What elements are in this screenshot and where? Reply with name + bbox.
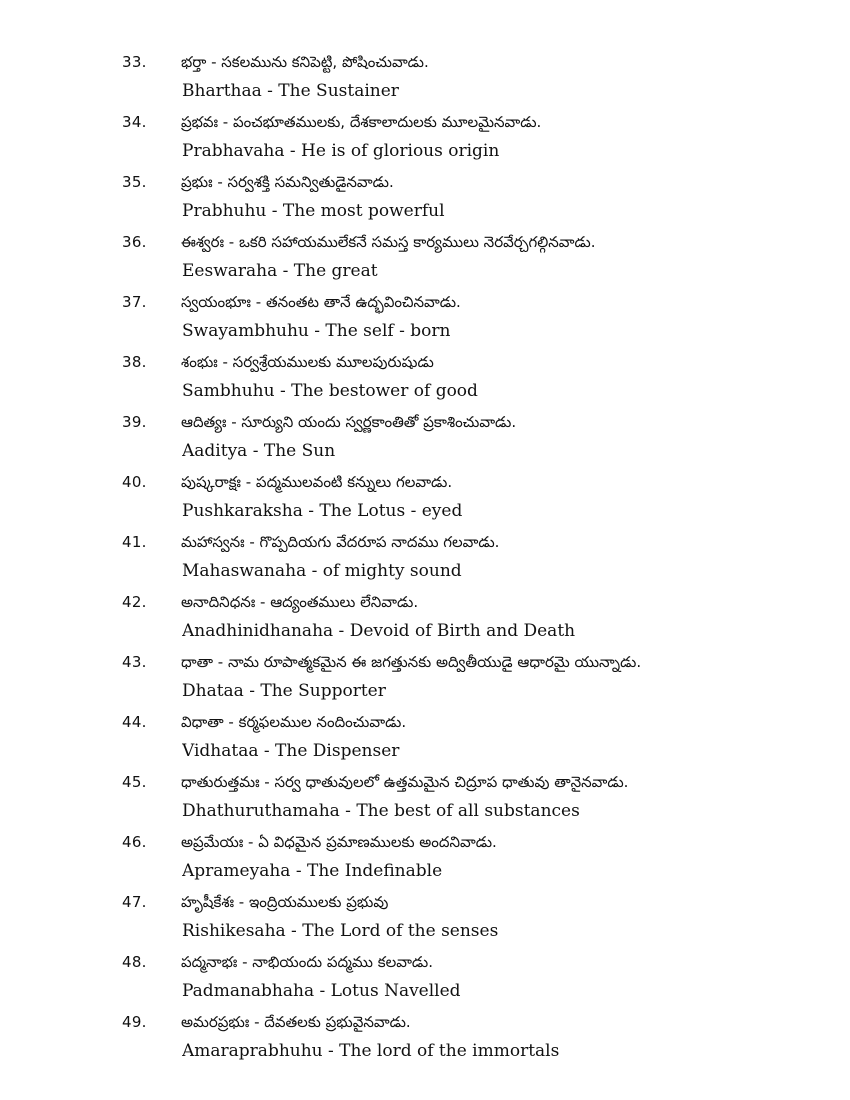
list-item xyxy=(0,948,850,1008)
telugu-meaning: ధాతురుత్తమః - సర్వ ధాతువులలో ఉత్తమమైన చిద్రూప ధాతువు తానైనవాడు. xyxy=(181,773,629,791)
telugu-meaning: భర్తా - సకలమును కనిపెట్టి, పోషించువాడు. xyxy=(181,53,429,71)
english-name: Aprameyaha - The Indefinable xyxy=(182,861,443,881)
telugu-meaning: పుష్కరాక్షః - పద్మములవంటి కన్నులు గలవాడు. xyxy=(181,473,453,491)
list-item xyxy=(0,408,850,468)
entry-number: 49. xyxy=(122,1013,147,1031)
list-item xyxy=(0,228,850,288)
telugu-meaning: స్వయంభూః - తనంతట తానే ఉద్భవించినవాడు. xyxy=(181,293,461,311)
english-name: Vidhataa - The Dispenser xyxy=(182,741,400,761)
telugu-meaning: అమరప్రభుః - దేవతలకు ప్రభువైనవాడు. xyxy=(181,1013,411,1031)
english-name: Aaditya - The Sun xyxy=(182,441,336,461)
entry-number: 46. xyxy=(122,833,147,851)
english-name: Eeswaraha - The great xyxy=(182,261,378,281)
entry-number: 36. xyxy=(122,233,147,251)
entry-number: 35. xyxy=(122,173,147,191)
entry-number: 41. xyxy=(122,533,147,551)
english-name: Sambhuhu - The bestower of good xyxy=(182,381,478,401)
entry-number: 45. xyxy=(122,773,147,791)
entry-number: 44. xyxy=(122,713,147,731)
entry-number: 40. xyxy=(122,473,147,491)
entry-number: 47. xyxy=(122,893,147,911)
telugu-meaning: శంభుః - సర్వశ్రేయములకు మూలపురుషుడు xyxy=(181,353,434,371)
telugu-meaning: పద్మనాభః - నాభియందు పద్మము కలవాడు. xyxy=(181,953,433,971)
list-item xyxy=(0,288,850,348)
entry-number: 34. xyxy=(122,113,147,131)
english-name: Swayambhuhu - The self - born xyxy=(182,321,451,341)
entry-number: 38. xyxy=(122,353,147,371)
list-item xyxy=(0,168,850,228)
english-name: Mahaswanaha - of mighty sound xyxy=(182,561,462,581)
telugu-meaning: అనాదినిధనః - ఆద్యంతములు లేనివాడు. xyxy=(181,593,419,611)
list-item xyxy=(0,768,850,828)
entry-number: 39. xyxy=(122,413,147,431)
list-item xyxy=(0,588,850,648)
telugu-meaning: ప్రభవః - పంచభూతములకు, దేశకాలాదులకు మూలమైనవాడు. xyxy=(181,113,542,131)
english-name: Pushkaraksha - The Lotus - eyed xyxy=(182,501,463,521)
entry-number: 37. xyxy=(122,293,147,311)
english-name: Padmanabhaha - Lotus Navelled xyxy=(182,981,461,1001)
english-name: Rishikesaha - The Lord of the senses xyxy=(182,921,499,941)
list-item xyxy=(0,1008,850,1068)
list-item xyxy=(0,828,850,888)
entry-number: 48. xyxy=(122,953,147,971)
list-item xyxy=(0,528,850,588)
list-item xyxy=(0,888,850,948)
list-item xyxy=(0,48,850,108)
telugu-meaning: అప్రమేయః - ఏ విధమైన ప్రమాణములకు అందనివాడు. xyxy=(181,833,497,851)
telugu-meaning: ప్రభుః - సర్వశక్తి సమన్వితుడైనవాడు. xyxy=(181,173,394,191)
list-item xyxy=(0,648,850,708)
telugu-meaning: ఆదిత్యః - సూర్యుని యందు స్వర్ణకాంతితో ప్రకాశించువాడు. xyxy=(181,413,517,431)
list-item xyxy=(0,348,850,408)
telugu-meaning: మహాస్వనః - గొప్పదియగు వేదరూప నాదము గలవాడు. xyxy=(181,533,500,551)
english-name: Prabhuhu - The most powerful xyxy=(182,201,445,221)
telugu-meaning: ఈశ్వరః - ఒకరి సహాయములేకనే సమస్త కార్యములు నెరవేర్చగల్గినవాడు. xyxy=(181,233,596,251)
english-name: Dhathuruthamaha - The best of all substances xyxy=(182,801,580,821)
telugu-meaning: ధాతా - నామ రూపాత్మకమైన ఈ జగత్తునకు అద్వితీయుడై ఆధారమై యున్నాడు. xyxy=(181,653,642,671)
list-item xyxy=(0,468,850,528)
english-name: Anadhinidhanaha - Devoid of Birth and Death xyxy=(182,621,576,641)
entry-number: 33. xyxy=(122,53,147,71)
entry-number: 42. xyxy=(122,593,147,611)
english-name: Amaraprabhuhu - The lord of the immortals xyxy=(182,1041,560,1061)
english-name: Bharthaa - The Sustainer xyxy=(182,81,399,101)
english-name: Prabhavaha - He is of glorious origin xyxy=(182,141,500,161)
entry-number: 43. xyxy=(122,653,147,671)
list-item xyxy=(0,108,850,168)
telugu-meaning: విధాతా - కర్మఫలముల నందించువాడు. xyxy=(181,713,407,731)
list-item xyxy=(0,708,850,768)
telugu-meaning: హృషీకేశః - ఇంద్రియములకు ప్రభువు xyxy=(181,893,389,911)
english-name: Dhataa - The Supporter xyxy=(182,681,386,701)
